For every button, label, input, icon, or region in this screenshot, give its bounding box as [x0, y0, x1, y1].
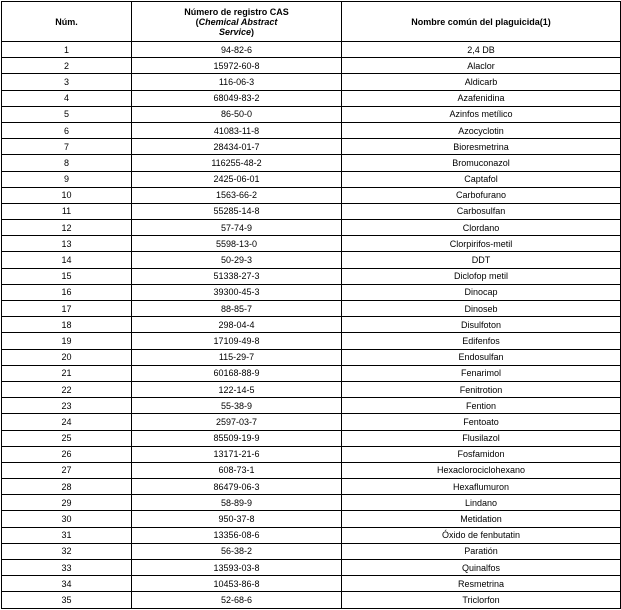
cell-num: 23 — [2, 398, 132, 414]
cell-num: 17 — [2, 301, 132, 317]
table-row — [2, 398, 621, 414]
cell-cas: 13593-03-8 — [132, 560, 342, 576]
cell-num: 12 — [2, 220, 132, 236]
cell-num: 5 — [2, 106, 132, 122]
cell-name: Lindano — [342, 495, 621, 511]
cell-name: Fenarimol — [342, 365, 621, 381]
cell-name: Azinfos metílico — [342, 106, 621, 122]
table-row — [2, 317, 621, 333]
table-row — [2, 511, 621, 527]
cell-name: Hexaflumuron — [342, 479, 621, 495]
cell-cas: 86479-06-3 — [132, 479, 342, 495]
cell-num: 21 — [2, 365, 132, 381]
cell-num: 22 — [2, 381, 132, 397]
cell-name: Carbosulfan — [342, 203, 621, 219]
cell-cas: 15972-60-8 — [132, 58, 342, 74]
cell-name: Bioresmetrina — [342, 139, 621, 155]
cell-num: 20 — [2, 349, 132, 365]
cell-num: 26 — [2, 446, 132, 462]
cell-cas: 39300-45-3 — [132, 284, 342, 300]
cell-num: 1 — [2, 42, 132, 58]
cell-name: 2,4 DB — [342, 42, 621, 58]
table-row — [2, 122, 621, 138]
table-row — [2, 543, 621, 559]
header-cas-line1: Número de registro CAS — [184, 6, 289, 17]
cell-num: 14 — [2, 252, 132, 268]
table-row — [2, 203, 621, 219]
cell-cas: 2425-06-01 — [132, 171, 342, 187]
cell-cas: 1563-66-2 — [132, 187, 342, 203]
cell-name: Fentoato — [342, 414, 621, 430]
cell-cas: 116255-48-2 — [132, 155, 342, 171]
cell-name: Diclofop metil — [342, 268, 621, 284]
cell-num: 11 — [2, 203, 132, 219]
table-row — [2, 284, 621, 300]
table-row — [2, 155, 621, 171]
cell-num: 28 — [2, 479, 132, 495]
table-header-row — [2, 2, 621, 42]
table-row — [2, 430, 621, 446]
cell-num: 7 — [2, 139, 132, 155]
table-row — [2, 349, 621, 365]
header-cas-line2: (Chemical Abstract — [195, 16, 278, 27]
cell-cas: 298-04-4 — [132, 317, 342, 333]
cell-cas: 55-38-9 — [132, 398, 342, 414]
cell-cas: 58-89-9 — [132, 495, 342, 511]
table-row — [2, 365, 621, 381]
cell-num: 15 — [2, 268, 132, 284]
cell-num: 19 — [2, 333, 132, 349]
cell-num: 2 — [2, 58, 132, 74]
header-name: Nombre común del plaguicida(1) — [342, 2, 621, 42]
cell-num: 24 — [2, 414, 132, 430]
cell-name: Fosfamidon — [342, 446, 621, 462]
cell-name: Óxido de fenbutatin — [342, 527, 621, 543]
cell-num: 18 — [2, 317, 132, 333]
cell-name: Resmetrina — [342, 576, 621, 592]
cell-name: Hexaclorociclohexano — [342, 462, 621, 478]
table-row — [2, 479, 621, 495]
cell-num: 33 — [2, 560, 132, 576]
cell-name: Dinoseb — [342, 301, 621, 317]
cell-cas: 13171-21-6 — [132, 446, 342, 462]
cell-num: 32 — [2, 543, 132, 559]
table-row — [2, 301, 621, 317]
table-row — [2, 576, 621, 592]
table-row — [2, 462, 621, 478]
cell-cas: 60168-88-9 — [132, 365, 342, 381]
table-row — [2, 220, 621, 236]
table-row — [2, 74, 621, 90]
cell-name: Fenitrotion — [342, 381, 621, 397]
cell-name: Carbofurano — [342, 187, 621, 203]
cell-name: Alaclor — [342, 58, 621, 74]
table-row — [2, 495, 621, 511]
cell-cas: 88-85-7 — [132, 301, 342, 317]
cell-cas: 122-14-5 — [132, 381, 342, 397]
table-row — [2, 592, 621, 608]
pesticide-table — [1, 1, 621, 609]
cell-cas: 41083-11-8 — [132, 122, 342, 138]
cell-name: Endosulfan — [342, 349, 621, 365]
table-row — [2, 414, 621, 430]
cell-name: Disulfoton — [342, 317, 621, 333]
cell-cas: 94-82-6 — [132, 42, 342, 58]
cell-name: Azocyclotin — [342, 122, 621, 138]
cell-name: Dinocap — [342, 284, 621, 300]
cell-num: 29 — [2, 495, 132, 511]
cell-name: Fention — [342, 398, 621, 414]
table-row — [2, 527, 621, 543]
header-cas-line3: Service) — [218, 26, 255, 37]
table-row — [2, 171, 621, 187]
table-row — [2, 381, 621, 397]
table-row — [2, 90, 621, 106]
cell-cas: 17109-49-8 — [132, 333, 342, 349]
cell-name: DDT — [342, 252, 621, 268]
table-row — [2, 268, 621, 284]
cell-num: 25 — [2, 430, 132, 446]
cell-name: Metidation — [342, 511, 621, 527]
cell-name: Quinalfos — [342, 560, 621, 576]
cell-cas: 115-29-7 — [132, 349, 342, 365]
cell-name: Paratión — [342, 543, 621, 559]
cell-num: 27 — [2, 462, 132, 478]
cell-num: 10 — [2, 187, 132, 203]
cell-cas: 68049-83-2 — [132, 90, 342, 106]
cell-num: 16 — [2, 284, 132, 300]
header-cas — [132, 2, 342, 42]
table-row — [2, 139, 621, 155]
cell-num: 8 — [2, 155, 132, 171]
cell-cas: 116-06-3 — [132, 74, 342, 90]
cell-cas: 10453-86-8 — [132, 576, 342, 592]
cell-name: Flusilazol — [342, 430, 621, 446]
cell-name: Triclorfon — [342, 592, 621, 608]
cell-cas: 2597-03-7 — [132, 414, 342, 430]
cell-name: Captafol — [342, 171, 621, 187]
table-row — [2, 236, 621, 252]
cell-num: 3 — [2, 74, 132, 90]
cell-name: Azafenidina — [342, 90, 621, 106]
cell-cas: 50-29-3 — [132, 252, 342, 268]
table-row — [2, 446, 621, 462]
cell-num: 30 — [2, 511, 132, 527]
cell-num: 31 — [2, 527, 132, 543]
cell-cas: 5598-13-0 — [132, 236, 342, 252]
table-row — [2, 333, 621, 349]
table-row — [2, 252, 621, 268]
cell-cas: 55285-14-8 — [132, 203, 342, 219]
cell-name: Clorpirifos-metil — [342, 236, 621, 252]
header-num: Núm. — [2, 2, 132, 42]
cell-cas: 52-68-6 — [132, 592, 342, 608]
table-row — [2, 58, 621, 74]
cell-cas: 85509-19-9 — [132, 430, 342, 446]
cell-cas: 13356-08-6 — [132, 527, 342, 543]
cell-num: 34 — [2, 576, 132, 592]
table-row — [2, 42, 621, 58]
cell-cas: 608-73-1 — [132, 462, 342, 478]
cell-num: 9 — [2, 171, 132, 187]
cell-num: 13 — [2, 236, 132, 252]
cell-num: 35 — [2, 592, 132, 608]
table-row — [2, 560, 621, 576]
cell-cas: 28434-01-7 — [132, 139, 342, 155]
cell-name: Aldicarb — [342, 74, 621, 90]
cell-name: Bromuconazol — [342, 155, 621, 171]
cell-num: 6 — [2, 122, 132, 138]
cell-cas: 56-38-2 — [132, 543, 342, 559]
cell-cas: 57-74-9 — [132, 220, 342, 236]
table-row — [2, 187, 621, 203]
cell-cas: 86-50-0 — [132, 106, 342, 122]
cell-cas: 51338-27-3 — [132, 268, 342, 284]
cell-num: 4 — [2, 90, 132, 106]
cell-name: Clordano — [342, 220, 621, 236]
cell-name: Edifenfos — [342, 333, 621, 349]
cell-cas: 950-37-8 — [132, 511, 342, 527]
table-row — [2, 106, 621, 122]
